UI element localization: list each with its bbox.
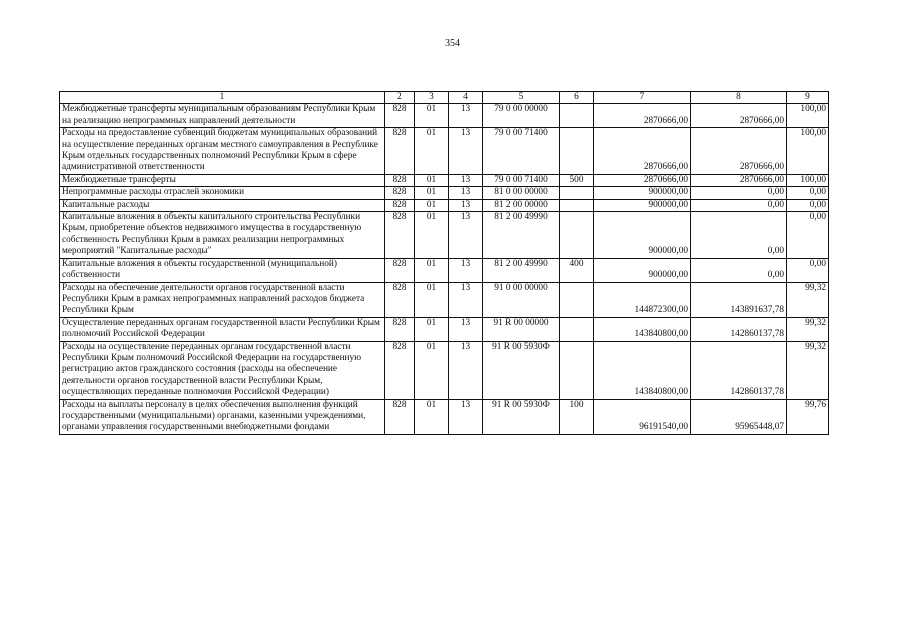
planned-amount: 143840800,00 (594, 341, 691, 399)
executed-amount: 0,00 (691, 199, 787, 211)
executed-amount: 2870666,00 (691, 174, 787, 186)
execution-percent: 100,00 (787, 174, 829, 186)
planned-amount: 2870666,00 (594, 174, 691, 186)
execution-percent: 99,76 (787, 399, 829, 434)
item-name: Расходы на выплаты персоналу в целях обеспечения выполнения функций государственными (муниципальными) органами, казенными учреждениями, органами управления государственными внебюджетными фондами (60, 399, 385, 434)
code-section: 01 (415, 341, 449, 399)
table-row (60, 341, 829, 399)
code-subsection: 13 (449, 399, 483, 434)
code-target: 91 R 00 5930Ф (483, 341, 560, 399)
executed-amount: 142860137,78 (691, 341, 787, 399)
header-cell: 4 (449, 92, 483, 104)
header-cell: 9 (787, 92, 829, 104)
table-row (60, 174, 829, 186)
item-name: Межбюджетные трансферты муниципальным образованиям Республики Крым на реализацию непрограммных направлений деятельности (60, 104, 385, 128)
executed-amount: 0,00 (691, 187, 787, 199)
table-row (60, 282, 829, 317)
planned-amount: 2870666,00 (594, 128, 691, 175)
header-cell: 6 (560, 92, 594, 104)
code-target: 91 R 00 5930Ф (483, 399, 560, 434)
executed-amount: 143891637,78 (691, 282, 787, 317)
header-row (60, 92, 829, 104)
code-type: 500 (560, 174, 594, 186)
execution-percent: 99,32 (787, 317, 829, 341)
execution-percent: 99,32 (787, 282, 829, 317)
code-section: 01 (415, 282, 449, 317)
code-target: 81 0 00 00000 (483, 187, 560, 199)
budget-table (59, 91, 829, 435)
code-subsection: 13 (449, 258, 483, 282)
code-type (560, 199, 594, 211)
execution-percent: 100,00 (787, 104, 829, 128)
code-section: 01 (415, 399, 449, 434)
table-row (60, 212, 829, 259)
planned-amount: 143840800,00 (594, 317, 691, 341)
item-name: Капитальные вложения в объекты капитального строительства Республики Крым, приобретение объектов недвижимого имущества в государственную собственность Республики Крым в рамках реализации непрограммных мероприятий "Капитальные расходы" (60, 212, 385, 259)
item-name: Расходы на предоставление субвенций бюджетам муниципальных образований на осуществление переданных органам местного самоуправления в Республике Крым отдельных государственных полномочий Республики Крым в сфере административной ответственности (60, 128, 385, 175)
code-ministry: 828 (385, 282, 415, 317)
code-type (560, 341, 594, 399)
code-section: 01 (415, 104, 449, 128)
header-cell: 3 (415, 92, 449, 104)
code-target: 81 2 00 49990 (483, 212, 560, 259)
code-type (560, 282, 594, 317)
code-subsection: 13 (449, 317, 483, 341)
executed-amount: 0,00 (691, 212, 787, 259)
header-cell: 5 (483, 92, 560, 104)
code-ministry: 828 (385, 187, 415, 199)
executed-amount: 2870666,00 (691, 104, 787, 128)
execution-percent: 0,00 (787, 258, 829, 282)
code-subsection: 13 (449, 174, 483, 186)
code-section: 01 (415, 199, 449, 211)
code-ministry: 828 (385, 199, 415, 211)
code-subsection: 13 (449, 104, 483, 128)
executed-amount: 0,00 (691, 258, 787, 282)
code-section: 01 (415, 258, 449, 282)
code-subsection: 13 (449, 199, 483, 211)
code-target: 91 R 00 00000 (483, 317, 560, 341)
code-section: 01 (415, 174, 449, 186)
item-name: Расходы на осуществление переданных органам государственной власти Республики Крым полномочий Российской Федерации на государственную регистрацию актов гражданского состояния (расходы на обеспечение деятельности органов государственной власти Республики Крым, осуществляющих переданные полномочия Российской Федерации) (60, 341, 385, 399)
header-cell: 1 (60, 92, 385, 104)
code-type (560, 212, 594, 259)
planned-amount: 900000,00 (594, 212, 691, 259)
item-name: Расходы на обеспечение деятельности органов государственной власти Республики Крым в рамках непрограммных направлений расходов бюджета Республики Крым (60, 282, 385, 317)
code-type (560, 317, 594, 341)
code-type: 400 (560, 258, 594, 282)
code-target: 79 0 00 71400 (483, 174, 560, 186)
code-target: 91 0 00 00000 (483, 282, 560, 317)
planned-amount: 900000,00 (594, 199, 691, 211)
code-ministry: 828 (385, 128, 415, 175)
execution-percent: 0,00 (787, 199, 829, 211)
code-target: 79 0 00 71400 (483, 128, 560, 175)
code-ministry: 828 (385, 174, 415, 186)
table-row (60, 258, 829, 282)
planned-amount: 96191540,00 (594, 399, 691, 434)
header-cell: 2 (385, 92, 415, 104)
code-target: 81 2 00 00000 (483, 199, 560, 211)
execution-percent: 0,00 (787, 187, 829, 199)
code-subsection: 13 (449, 187, 483, 199)
code-section: 01 (415, 128, 449, 175)
table-row (60, 317, 829, 341)
code-section: 01 (415, 317, 449, 341)
table-row (60, 199, 829, 211)
page-number: 354 (445, 38, 460, 49)
table-row (60, 187, 829, 199)
execution-percent: 0,00 (787, 212, 829, 259)
planned-amount: 144872300,00 (594, 282, 691, 317)
code-ministry: 828 (385, 317, 415, 341)
executed-amount: 2870666,00 (691, 128, 787, 175)
table-row (60, 399, 829, 434)
code-ministry: 828 (385, 399, 415, 434)
execution-percent: 99,32 (787, 341, 829, 399)
code-subsection: 13 (449, 282, 483, 317)
code-subsection: 13 (449, 212, 483, 259)
item-name: Непрограммные расходы отраслей экономики (60, 187, 385, 199)
item-name: Капитальные расходы (60, 199, 385, 211)
planned-amount: 900000,00 (594, 187, 691, 199)
code-type (560, 128, 594, 175)
header-cell: 8 (691, 92, 787, 104)
header-cell: 7 (594, 92, 691, 104)
code-section: 01 (415, 187, 449, 199)
table-row (60, 128, 829, 175)
item-name: Капитальные вложения в объекты государственной (муниципальной) собственности (60, 258, 385, 282)
code-ministry: 828 (385, 341, 415, 399)
executed-amount: 142860137,78 (691, 317, 787, 341)
code-target: 79 0 00 00000 (483, 104, 560, 128)
item-name: Осуществление переданных органам государственной власти Республики Крым полномочий Российской Федерации (60, 317, 385, 341)
code-target: 81 2 00 49990 (483, 258, 560, 282)
execution-percent: 100,00 (787, 128, 829, 175)
code-type (560, 187, 594, 199)
code-type (560, 104, 594, 128)
code-type: 100 (560, 399, 594, 434)
code-subsection: 13 (449, 341, 483, 399)
item-name: Межбюджетные трансферты (60, 174, 385, 186)
code-section: 01 (415, 212, 449, 259)
code-ministry: 828 (385, 104, 415, 128)
code-ministry: 828 (385, 212, 415, 259)
planned-amount: 900000,00 (594, 258, 691, 282)
executed-amount: 95965448,07 (691, 399, 787, 434)
code-subsection: 13 (449, 128, 483, 175)
code-ministry: 828 (385, 258, 415, 282)
table-row (60, 104, 829, 128)
planned-amount: 2870666,00 (594, 104, 691, 128)
